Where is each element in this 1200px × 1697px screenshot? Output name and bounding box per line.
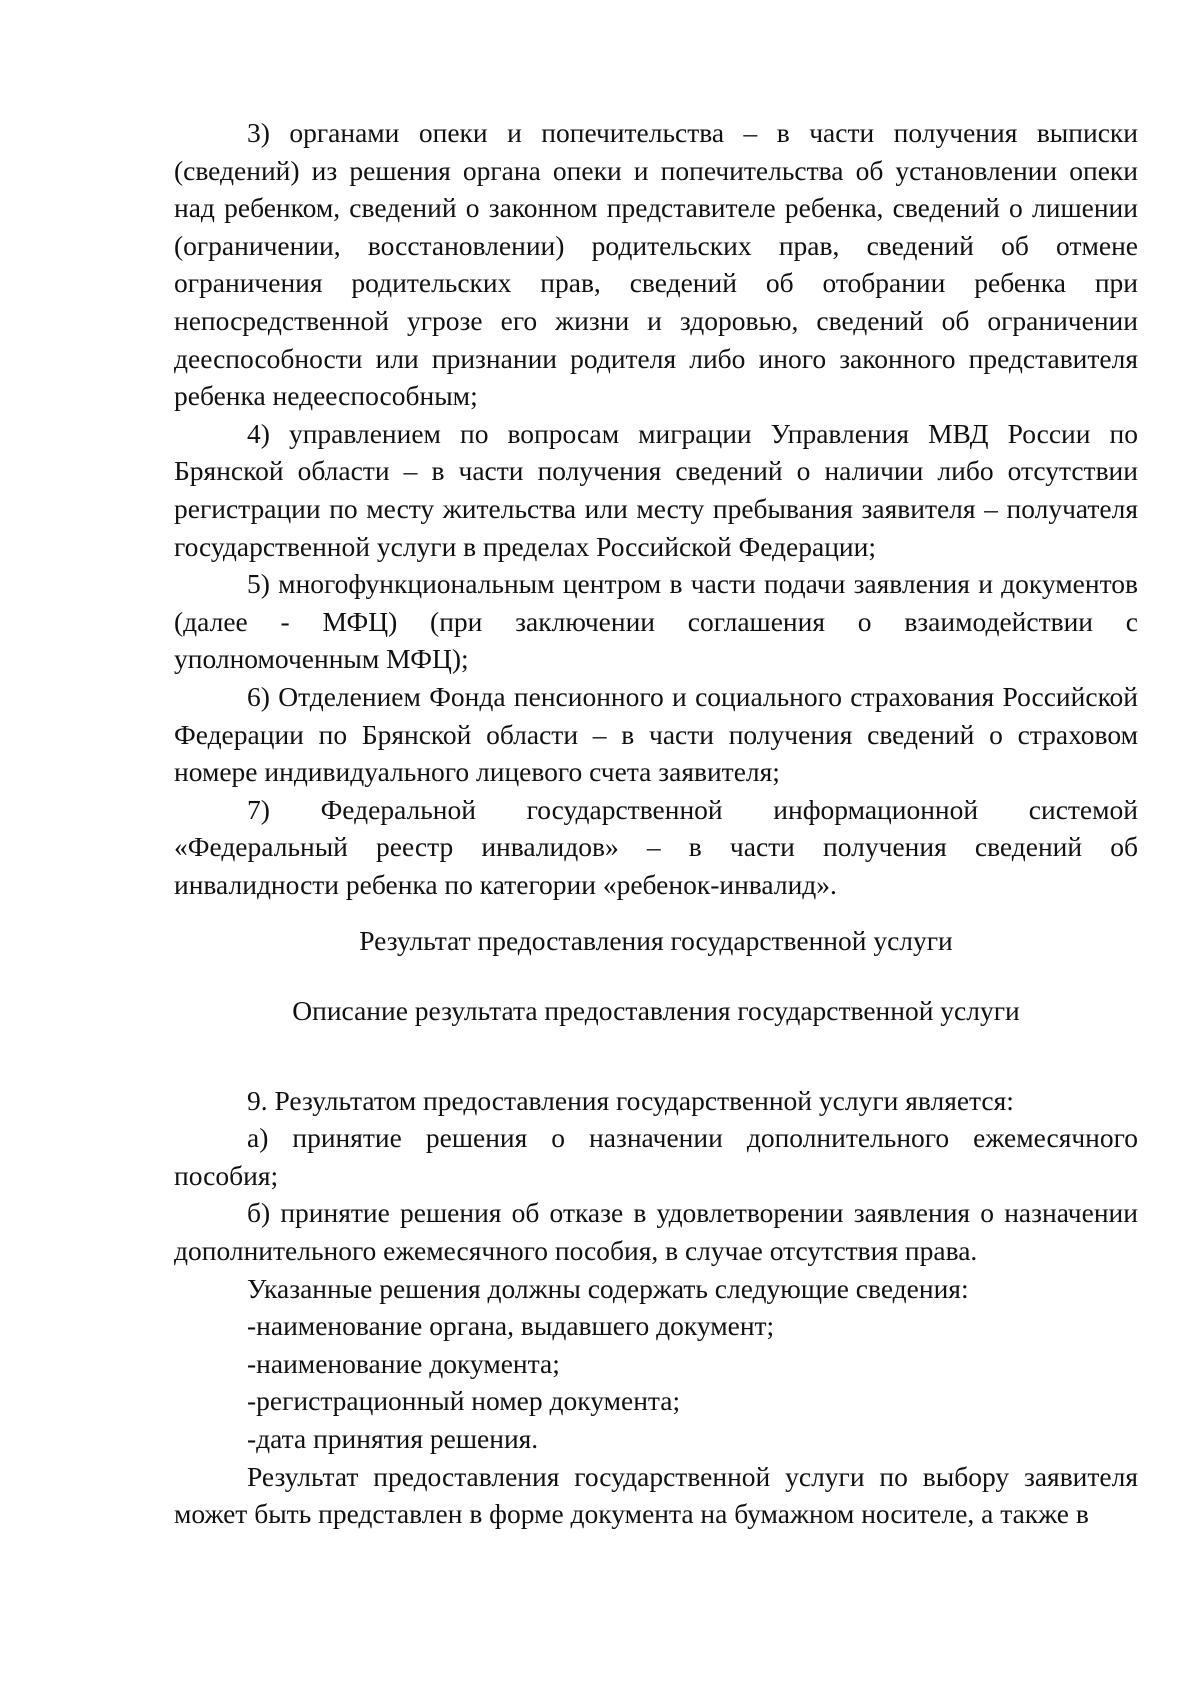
list-item: -дата принятия решения. xyxy=(247,1423,539,1454)
list-item: -наименование органа, выдавшего документ; xyxy=(247,1310,775,1342)
paragraph-migration: 4) управлением по вопросам миграции Управления МВД России по Брянской области – в части получения сведений о наличии либо отсутствии регистрации по месту жительства или месту пребывания заявителя – получателя государственной услуги в пределах Российской Федерации; xyxy=(174,417,1138,562)
paragraph-guardianship: 3) органами опеки и попечительства – в части получения выписки (сведений) из решения органа опеки и попечительства об установлении опеки над ребенком, сведений о законном представителе ребенка, сведений о лишении (ограничении, восстановлении) родительских прав, сведений об отмене ограничения родительских прав, сведений об отобрании ребенка при непосредственной угрозе его жизни и здоровью, сведений об ограничении дееспособности или признании родителя либо иного законного представителя ребенка недееспособным; xyxy=(174,117,1138,412)
paragraph-result-form: Результат предоставления государственной услуги по выбору заявителя может быть представлен в форме документа на бумажном носителе, а также в xyxy=(174,1460,1138,1530)
paragraph-result-b: б) принятие решения об отказе в удовлетворении заявления о назначении дополнительного ежемесячного пособия, в случае отсутствия права. xyxy=(174,1197,1138,1267)
section-heading-result: Результат предоставления государственной услуги xyxy=(359,925,953,957)
paragraph-decision-contents: Указанные решения должны содержать следующие сведения: xyxy=(247,1272,969,1304)
document-page xyxy=(174,114,1138,1533)
paragraph-pension-fund: 6) Отделением Фонда пенсионного и социального страхования Российской Федерации по Брянской области – в части получения сведений о страховом номере индивидуального лицевого счета заявителя; xyxy=(174,680,1138,788)
list-item: -наименование документа; xyxy=(247,1347,560,1379)
paragraph-disability-registry: 7) Федеральной государственной информационной системой «Федеральный реестр инвалидов» – в части получения сведений об инвалидности ребенка по категории «ребенок-инвалид». xyxy=(174,793,1138,900)
paragraph-result-a: а) принятие решения о назначении дополнительного ежемесячного пособия; xyxy=(174,1122,1138,1191)
list-item: -регистрационный номер документа; xyxy=(247,1385,681,1417)
section-heading-description: Описание результата предоставления государственной услуги xyxy=(292,995,1020,1027)
paragraph-result-intro: 9. Результатом предоставления государственной услуги является: xyxy=(247,1084,1014,1116)
paragraph-mfc: 5) многофункциональным центром в части подачи заявления и документов (далее - МФЦ) (при заключении соглашения о взаимодействии с уполномоченным МФЦ); xyxy=(174,568,1138,675)
